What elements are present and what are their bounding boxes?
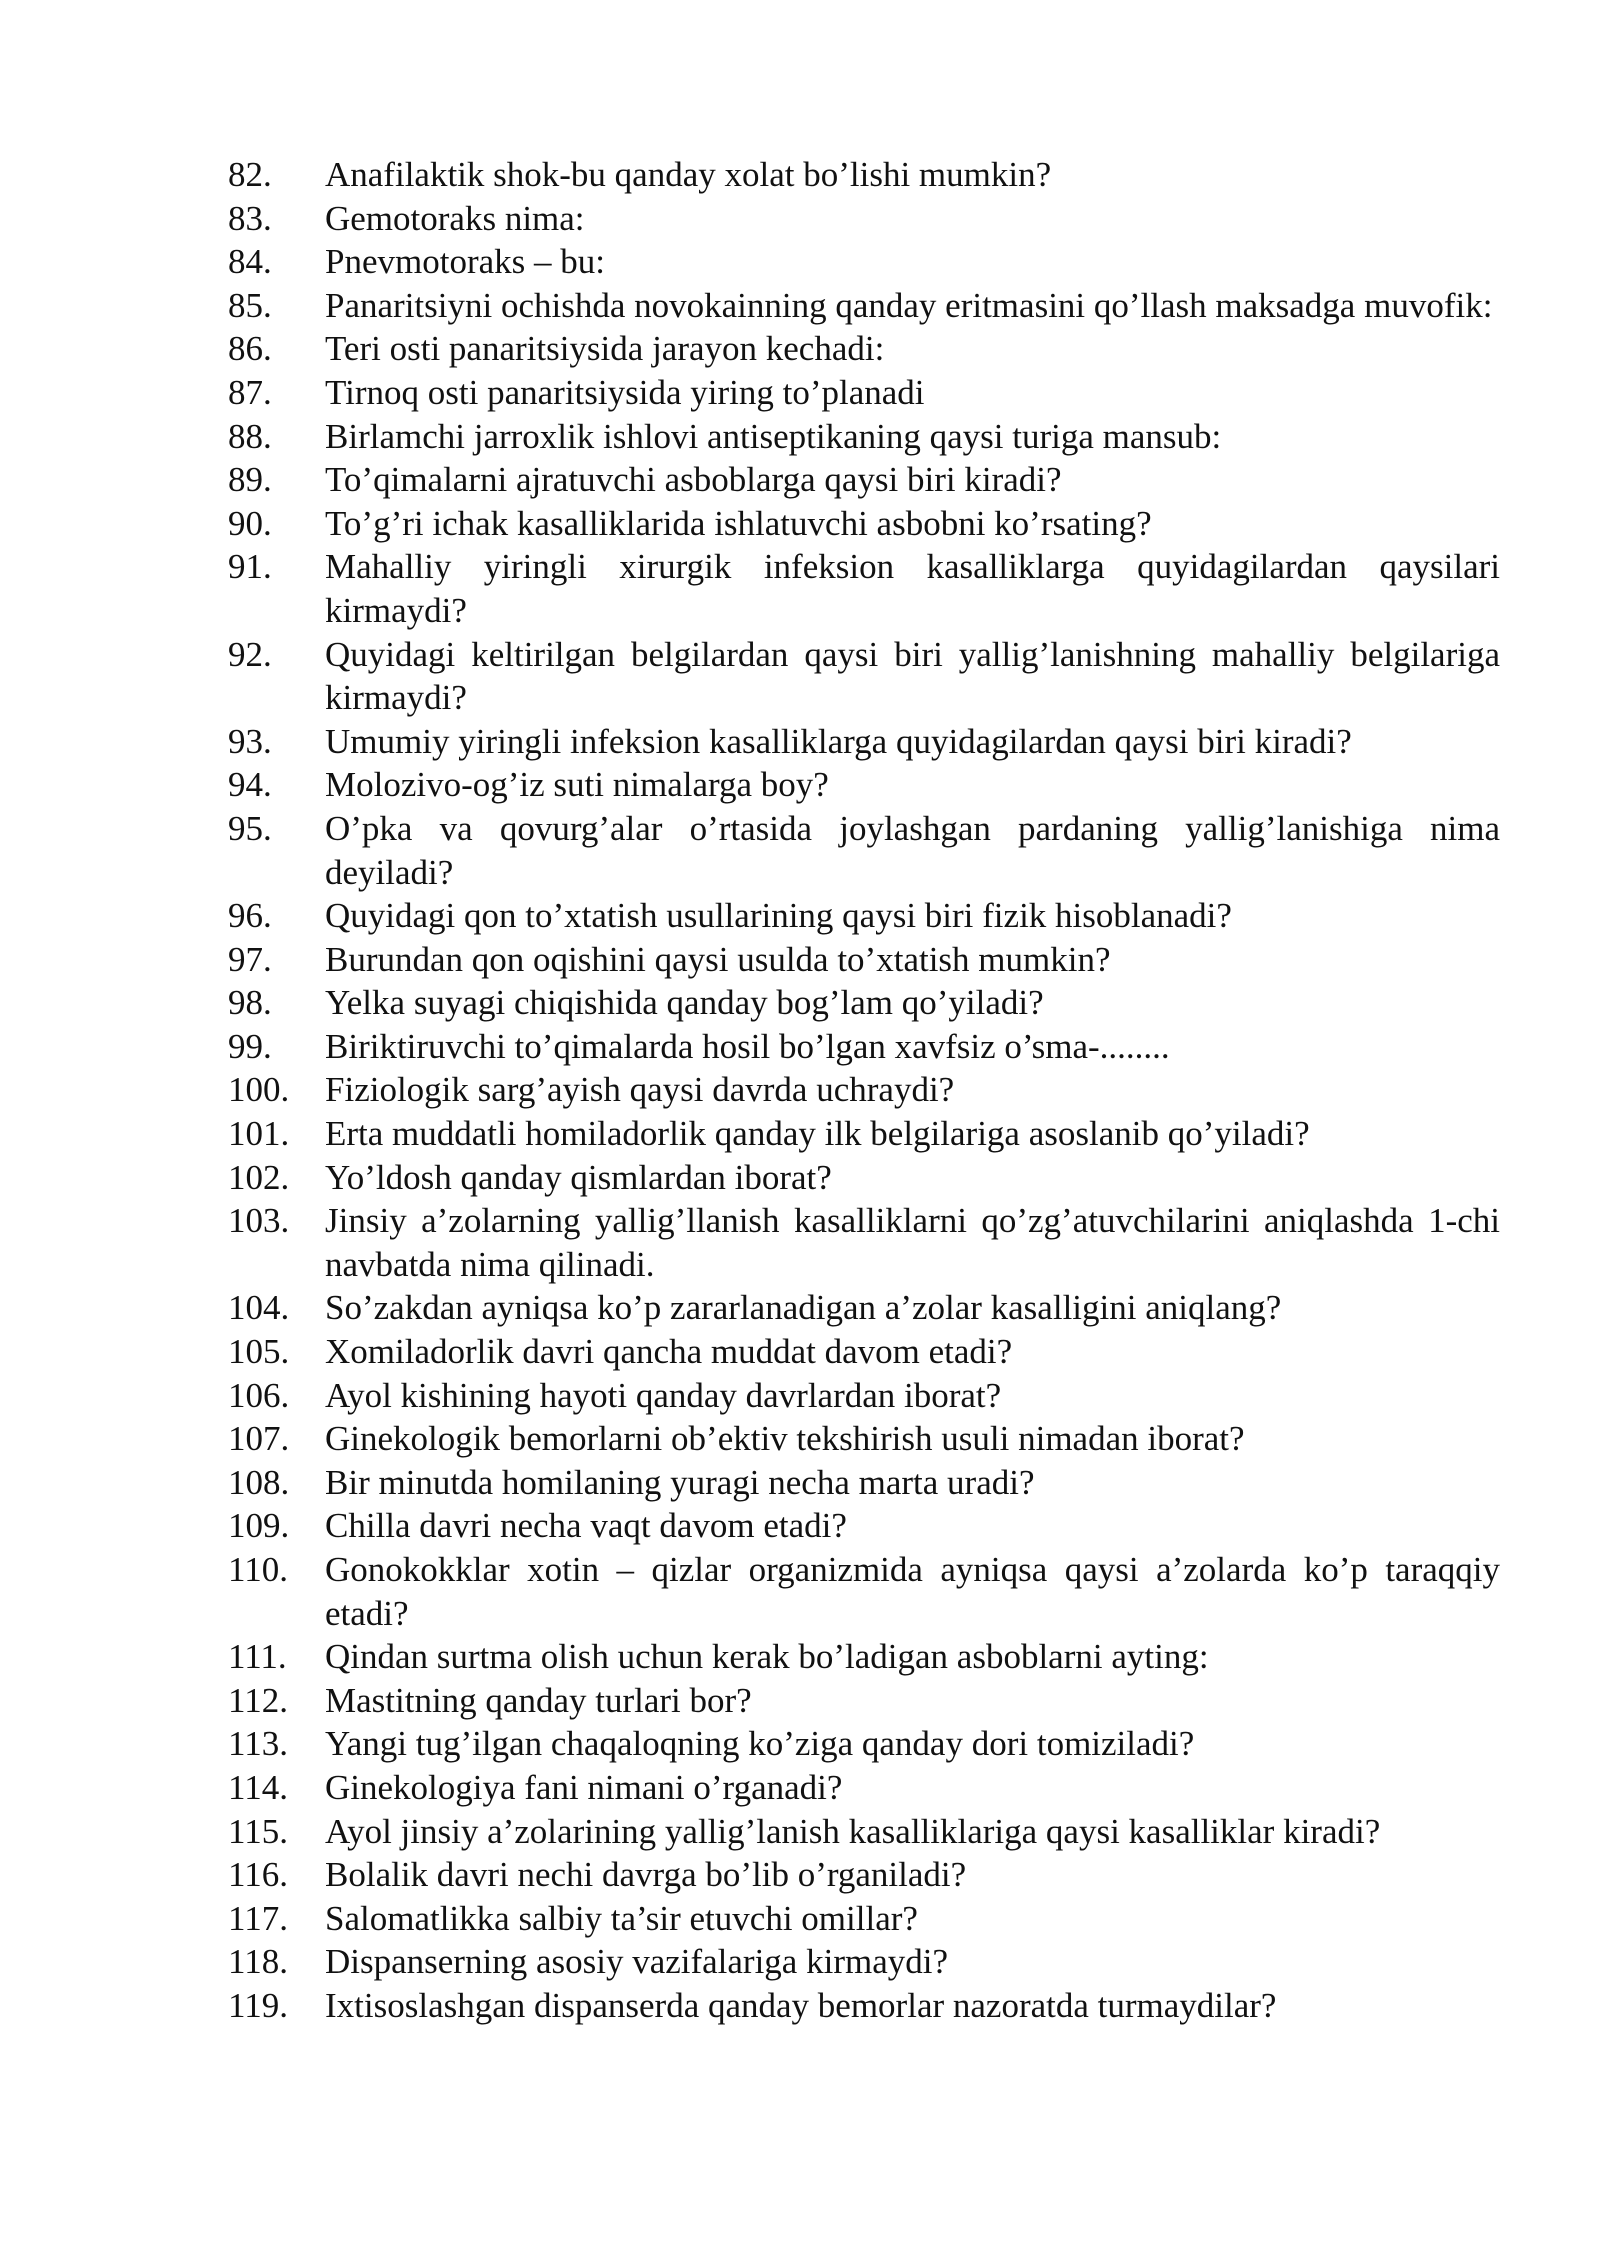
- list-item: [228, 415, 1500, 459]
- question-number: 107.: [228, 1419, 290, 1459]
- question-text: Birlamchi jarroxlik ishlovi antiseptikaning qaysi turiga mansub:: [325, 416, 1222, 456]
- question-text: Teri osti panaritsiysida jarayon kechadi:: [325, 329, 885, 369]
- list-item: [228, 240, 1500, 284]
- question-number: 103.: [228, 1201, 290, 1241]
- question-text: Biriktiruvchi to’qimalarda hosil bo’lgan xavfsiz o’sma-........: [325, 1026, 1170, 1066]
- list-item: [228, 1417, 1500, 1461]
- question-number: 111.: [228, 1637, 287, 1677]
- question-text: Dispanserning asosiy vazifalariga kirmaydi?: [325, 1942, 948, 1982]
- question-text: Umumiy yiringli infeksion kasalliklarga quyidagilardan qaysi biri kiradi?: [325, 721, 1352, 761]
- question-number: 112.: [228, 1680, 288, 1720]
- question-text: Fiziologik sarg’ayish qaysi davrda uchraydi?: [325, 1070, 955, 1110]
- question-text: Mahalliy yiringli xirurgik infeksion kasalliklarga quyidagilardan qaysilari kirmaydi?: [325, 547, 1500, 630]
- list-item: [228, 763, 1500, 807]
- question-text: Quyidagi qon to’xtatish usullarining qaysi biri fizik hisoblanadi?: [325, 896, 1232, 936]
- question-number: 116.: [228, 1855, 288, 1895]
- question-number: 86.: [228, 329, 272, 369]
- question-number: 85.: [228, 285, 272, 325]
- question-text: Ayol kishining hayoti qanday davrlardan iborat?: [325, 1375, 1002, 1415]
- list-item: [228, 981, 1500, 1025]
- question-text: Qindan surtma olish uchun kerak bo’ladigan asboblarni ayting:: [325, 1637, 1209, 1677]
- list-item: [228, 1722, 1500, 1766]
- question-number: 109.: [228, 1506, 290, 1546]
- list-item: [228, 1199, 1500, 1286]
- list-item: [228, 1461, 1500, 1505]
- question-number: 93.: [228, 721, 272, 761]
- question-number: 98.: [228, 983, 272, 1023]
- question-number: 104.: [228, 1288, 290, 1328]
- question-text: Jinsiy a’zolarning yallig’llanish kasalliklarni qo’zg’atuvchilarini aniqlashda 1-chi navbatda nima qilinadi.: [325, 1201, 1500, 1284]
- list-item: [228, 1025, 1500, 1069]
- question-text: Ginekologiya fani nimani o’rganadi?: [325, 1767, 843, 1807]
- list-item: [228, 327, 1500, 371]
- question-text: Bir minutda homilaning yuragi necha marta uradi?: [325, 1462, 1035, 1502]
- list-item: [228, 371, 1500, 415]
- question-text: Burundan qon oqishini qaysi usulda to’xtatish mumkin?: [325, 939, 1111, 979]
- question-number: 101.: [228, 1114, 290, 1154]
- list-item: [228, 1504, 1500, 1548]
- question-text: Chilla davri necha vaqt davom etadi?: [325, 1506, 847, 1546]
- question-number: 84.: [228, 242, 272, 282]
- question-text: Gemotoraks nima:: [325, 198, 585, 238]
- question-number: 119.: [228, 1985, 288, 2025]
- question-number: 99.: [228, 1026, 272, 1066]
- question-number: 102.: [228, 1157, 290, 1197]
- question-number: 94.: [228, 765, 272, 805]
- question-number: 82.: [228, 155, 272, 194]
- question-number: 106.: [228, 1375, 290, 1415]
- list-item: [228, 1984, 1500, 2028]
- question-number: 117.: [228, 1898, 288, 1938]
- list-item: [228, 633, 1500, 720]
- list-item: [228, 807, 1500, 894]
- list-item: [228, 720, 1500, 764]
- list-item: [228, 153, 1500, 197]
- question-text: Panaritsiyni ochishda novokainning qanday eritmasini qo’llash maksadga muvofik:: [325, 285, 1493, 325]
- question-text: Yo’ldosh qanday qismlardan iborat?: [325, 1157, 832, 1197]
- question-text: Gonokokklar xotin – qizlar organizmida ayniqsa qaysi a’zolarda ko’p taraqqiy etadi?: [325, 1550, 1500, 1633]
- list-item: [228, 284, 1500, 328]
- question-number: 95.: [228, 808, 272, 848]
- question-number: 105.: [228, 1332, 290, 1372]
- list-item: [228, 1853, 1500, 1897]
- list-item: [228, 197, 1500, 241]
- question-number: 100.: [228, 1070, 290, 1110]
- question-text: Tirnoq osti panaritsiysida yiring to’planadi: [325, 372, 925, 412]
- question-number: 87.: [228, 372, 272, 412]
- question-text: To’qimalarni ajratuvchi asboblarga qaysi biri kiradi?: [325, 460, 1062, 500]
- question-number: 97.: [228, 939, 272, 979]
- question-number: 113.: [228, 1724, 288, 1764]
- question-text: Yangi tug’ilgan chaqaloqning ko’ziga qanday dori tomiziladi?: [325, 1724, 1195, 1764]
- list-item: [228, 1156, 1500, 1200]
- list-item: [228, 1112, 1500, 1156]
- question-text: So’zakdan ayniqsa ko’p zararlanadigan a’zolar kasalligini aniqlang?: [325, 1288, 1282, 1328]
- question-text: Mastitning qanday turlari bor?: [325, 1680, 752, 1720]
- list-item: [228, 1286, 1500, 1330]
- list-item: [228, 545, 1500, 632]
- question-number: 115.: [228, 1811, 288, 1851]
- question-number: 110.: [228, 1550, 288, 1589]
- list-item: [228, 1940, 1500, 1984]
- question-text: Quyidagi keltirilgan belgilardan qaysi biri yallig’lanishning mahalliy belgilariga kirmaydi?: [325, 634, 1500, 718]
- question-number: 88.: [228, 416, 272, 456]
- question-text: Pnevmotoraks – bu:: [325, 242, 605, 282]
- question-text: Ayol jinsiy a’zolarining yallig’lanish kasalliklariga qaysi kasalliklar kiradi?: [325, 1811, 1381, 1851]
- question-number: 92.: [228, 634, 272, 674]
- list-item: [228, 1330, 1500, 1374]
- list-item: [228, 458, 1500, 502]
- list-item: [228, 1548, 1500, 1635]
- question-text: Anafilaktik shok-bu qanday xolat bo’lishi mumkin?: [325, 155, 1052, 194]
- question-number: 90.: [228, 503, 272, 543]
- question-list: [228, 153, 1500, 2028]
- question-number: 108.: [228, 1462, 290, 1502]
- question-text: Bolalik davri nechi davrga bo’lib o’rganiladi?: [325, 1855, 967, 1895]
- list-item: [228, 1766, 1500, 1810]
- question-text: Salomatlikka salbiy ta’sir etuvchi omillar?: [325, 1898, 918, 1938]
- list-item: [228, 1810, 1500, 1854]
- question-text: Ginekologik bemorlarni ob’ektiv tekshirish usuli nimadan iborat?: [325, 1419, 1245, 1459]
- question-text: Yelka suyagi chiqishida qanday bog’lam qo’yiladi?: [325, 983, 1044, 1023]
- list-item: [228, 938, 1500, 982]
- list-item: [228, 894, 1500, 938]
- question-number: 89.: [228, 460, 272, 500]
- question-text: Molozivo-og’iz suti nimalarga boy?: [325, 765, 829, 805]
- question-text: Xomiladorlik davri qancha muddat davom etadi?: [325, 1332, 1013, 1372]
- question-number: 114.: [228, 1767, 288, 1807]
- question-text: Ixtisoslashgan dispanserda qanday bemorlar nazoratda turmaydilar?: [325, 1985, 1277, 2025]
- question-number: 83.: [228, 198, 272, 238]
- question-text: To’g’ri ichak kasalliklarida ishlatuvchi asbobni ko’rsating?: [325, 503, 1152, 543]
- list-item: [228, 1897, 1500, 1941]
- list-item: [228, 1374, 1500, 1418]
- question-text: O’pka va qovurg’alar o’rtasida joylashgan pardaning yallig’lanishiga nima deyiladi?: [325, 808, 1500, 892]
- list-item: [228, 1679, 1500, 1723]
- question-number: 96.: [228, 896, 272, 936]
- question-number: 118.: [228, 1942, 288, 1982]
- list-item: [228, 1635, 1500, 1679]
- list-item: [228, 502, 1500, 546]
- question-number: 91.: [228, 547, 272, 587]
- list-item: [228, 1068, 1500, 1112]
- question-text: Erta muddatli homiladorlik qanday ilk belgilariga asoslanib qo’yiladi?: [325, 1114, 1310, 1154]
